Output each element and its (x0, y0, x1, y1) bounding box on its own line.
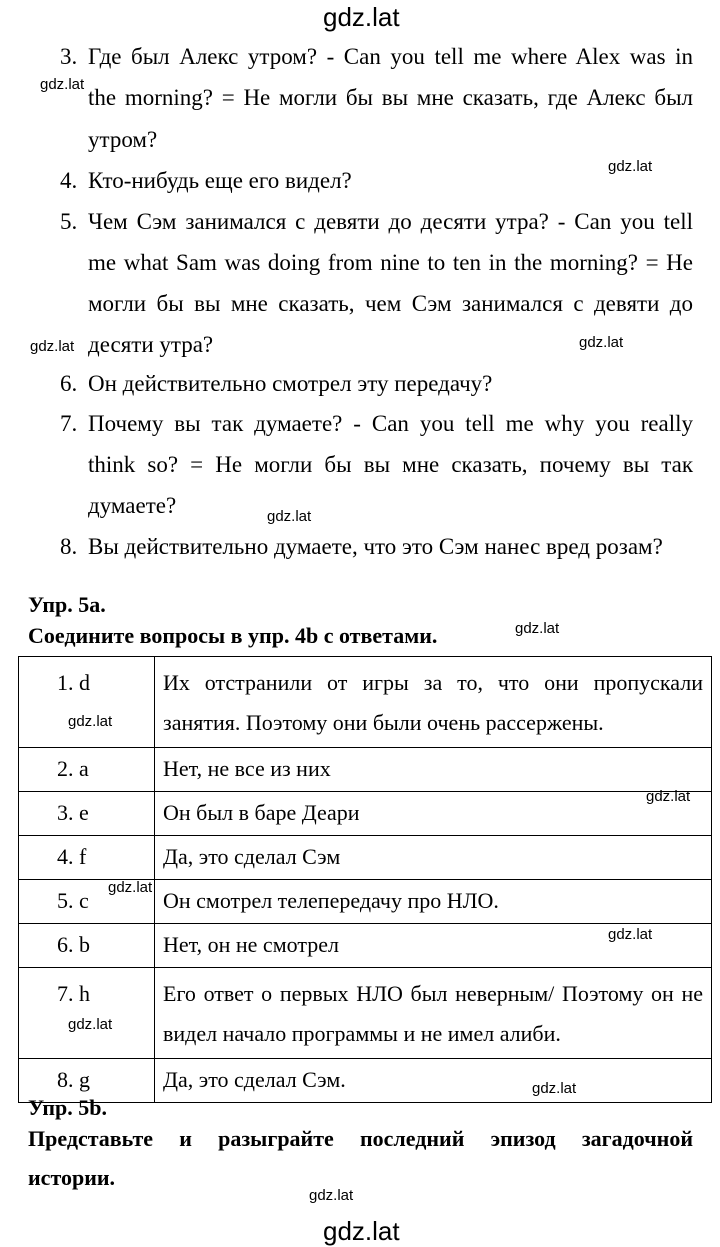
watermark: gdz.lat (30, 338, 75, 355)
watermark: gdz.lat (40, 76, 85, 93)
answer-key: 2. a (19, 748, 155, 792)
answer-key: 7. h (19, 968, 155, 1059)
exercise-5a-instruction: Соедините вопросы в упр. 4b с ответами. (28, 623, 438, 648)
table-row (19, 924, 712, 968)
exercise-5a-title: Упр. 5a. (28, 592, 106, 617)
table-row (19, 748, 712, 792)
watermark: gdz.lat (515, 620, 560, 637)
exercise-5b-instruction-line: Представьте и разыграйте последний эпизод загадочной (28, 1126, 693, 1151)
table-row (19, 836, 712, 880)
watermark: gdz.lat (532, 1080, 577, 1097)
watermark: gdz.lat (579, 334, 624, 351)
item-line: me what Sam was doing from nine to ten in the morning? = Не (88, 250, 693, 275)
answer-key: 1. d (19, 657, 155, 748)
table-row (19, 880, 712, 924)
answer-text: Да, это сделал Сэм. (155, 1059, 712, 1103)
table-row (19, 1059, 712, 1103)
answer-key: 4. f (19, 836, 155, 880)
item-line: think so? = Не могли бы вы мне сказать, почему вы так (88, 452, 693, 477)
item-line: Вы действительно думаете, что это Сэм нанес вред розам? (88, 534, 663, 559)
answer-text: Его ответ о первых НЛО был неверным/ Поэтому он не видел начало программы и не имел алиби. (155, 968, 712, 1059)
exercise-5b-instruction-line: истории. (28, 1165, 116, 1190)
answer-text: Он был в баре Деари (155, 792, 712, 836)
table-row (19, 968, 712, 1059)
answer-text: Да, это сделал Сэм (155, 836, 712, 880)
watermark: gdz.lat (68, 713, 113, 730)
watermark-top: gdz.lat (323, 2, 400, 32)
item-number: 3. (60, 44, 78, 69)
item-line: Где был Алекс утром? - Can you tell me where Alex was in (88, 44, 693, 69)
item-line: утром? (88, 127, 158, 152)
item-line: Кто-нибудь еще его видел? (88, 168, 352, 193)
answer-text: Их отстранили от игры за то, что они пропускали занятия. Поэтому они были очень рассержены. (155, 657, 712, 748)
answer-key: 3. e (19, 792, 155, 836)
answer-key: 8. g (19, 1059, 155, 1103)
item-line: десяти утра? (88, 332, 214, 357)
answer-key: 6. b (19, 924, 155, 968)
item-number: 5. (60, 209, 78, 234)
watermark: gdz.lat (608, 158, 653, 175)
item-line: Он действительно смотрел эту передачу? (88, 371, 493, 396)
exercise-5b-title: Упр. 5b. (28, 1095, 107, 1120)
answer-key: 5. c (19, 880, 155, 924)
item-number: 6. (60, 371, 78, 396)
item-number: 8. (60, 534, 78, 559)
watermark: gdz.lat (267, 508, 312, 525)
answer-text: Нет, не все из них (155, 748, 712, 792)
answers-table (18, 656, 712, 1103)
watermark: gdz.lat (68, 1016, 113, 1033)
item-line: Чем Сэм занимался с девяти до десяти утра? - Can you tell (88, 209, 693, 234)
watermark: gdz.lat (108, 879, 153, 896)
item-number: 4. (60, 168, 78, 193)
watermark-bottom: gdz.lat (323, 1216, 400, 1246)
item-line: могли бы вы мне сказать, чем Сэм занимался с девяти до (88, 291, 693, 316)
item-line: the morning? = Не могли бы вы мне сказать, где Алекс был (88, 85, 693, 110)
item-number: 7. (60, 411, 78, 436)
watermark: gdz.lat (608, 926, 653, 943)
table-row (19, 792, 712, 836)
watermark: gdz.lat (646, 788, 691, 805)
answer-text: Он смотрел телепередачу про НЛО. (155, 880, 712, 924)
item-line: Почему вы так думаете? - Can you tell me why you really (88, 411, 693, 436)
answer-text: Нет, он не смотрел (155, 924, 712, 968)
watermark: gdz.lat (309, 1187, 354, 1204)
table-row (19, 657, 712, 748)
item-line: думаете? (88, 493, 177, 518)
